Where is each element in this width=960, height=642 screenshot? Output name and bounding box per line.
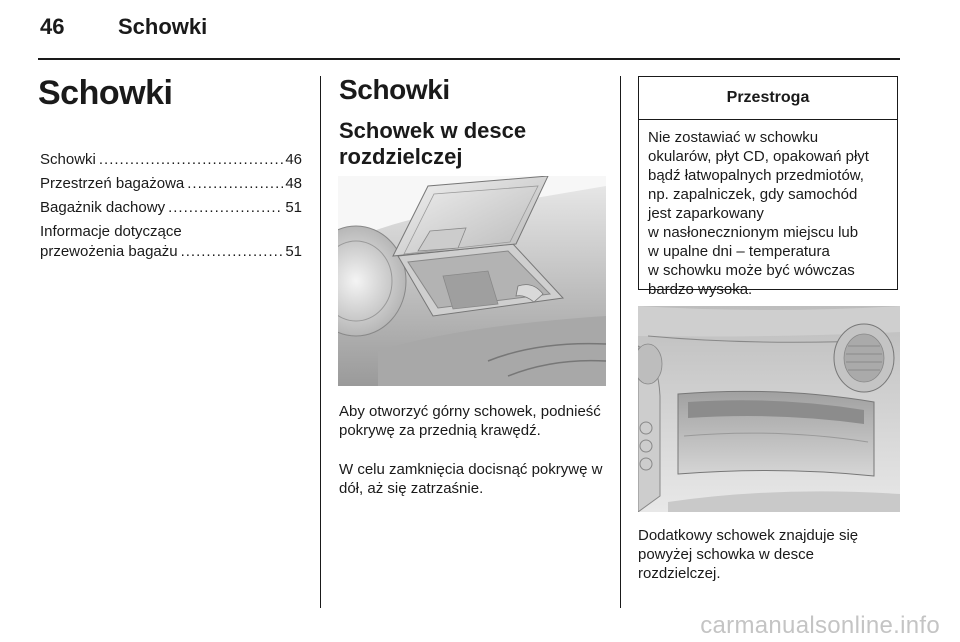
- toc-entry[interactable]: [40, 174, 302, 194]
- running-title: Schowki: [118, 14, 208, 39]
- toc-leader-dots: [181, 242, 284, 262]
- toc-entry-label: Przestrzeń bagażowa: [40, 175, 185, 192]
- watermark: carmanualsonline.info: [700, 612, 940, 639]
- subsection-title: Schowek w desce rozdzielczej: [339, 118, 527, 169]
- toc-entry[interactable]: [40, 222, 302, 262]
- toc-entry-page: 51: [285, 243, 302, 260]
- caution-box: [638, 76, 898, 298]
- toc-entry[interactable]: [40, 150, 302, 170]
- toc-entry-page: 48: [285, 175, 302, 192]
- header-rule: [38, 58, 900, 60]
- toc-entry-label: Schowki: [40, 151, 96, 168]
- toc-entry-label: Informacje dotyczące: [40, 223, 182, 240]
- toc-entry-label: Bagażnik dachowy: [40, 199, 166, 216]
- toc-leader-dots: [168, 198, 283, 218]
- toc-leader-dots: [99, 150, 283, 170]
- toc-entry-page: 46: [285, 151, 302, 168]
- upper-glovebox-illustration: [338, 176, 606, 386]
- lower-glovebox-illustration: [638, 306, 900, 512]
- toc-leader-dots: [187, 174, 283, 194]
- paragraph-open-instructions: Aby otworzyć górny schowek, podnieść pokrywę za przednią krawędź.: [339, 403, 601, 439]
- toc-entry-page: 51: [285, 199, 302, 216]
- caution-text: Nie zostawiać w schowku okularów, płyt CD, opakowań płyt bądź łatwopalnych przedmiotów, np. zapalniczek, gdy samochód jest zaparkowany w nasłonecznionym miejscu lub w upalne dni – temperatura w schowku może być wówczas bardzo wysoka.: [648, 129, 869, 298]
- chapter-title: Schowki: [38, 74, 173, 112]
- caution-heading: Przestroga: [639, 77, 897, 120]
- section-title: Schowki: [339, 74, 450, 105]
- column-divider: [320, 76, 321, 608]
- toc-entry-label-cont: przewożenia bagażu: [40, 243, 178, 260]
- toc-entry[interactable]: [40, 198, 302, 218]
- page-number: 46: [40, 14, 65, 39]
- column-divider: [620, 76, 621, 608]
- paragraph-additional-storage: Dodatkowy schowek znajduje się powyżej schowka w desce rozdzielczej.: [638, 527, 859, 582]
- paragraph-close-instructions: W celu zamknięcia docisnąć pokrywę w dół, aż się zatrzaśnie.: [339, 461, 603, 497]
